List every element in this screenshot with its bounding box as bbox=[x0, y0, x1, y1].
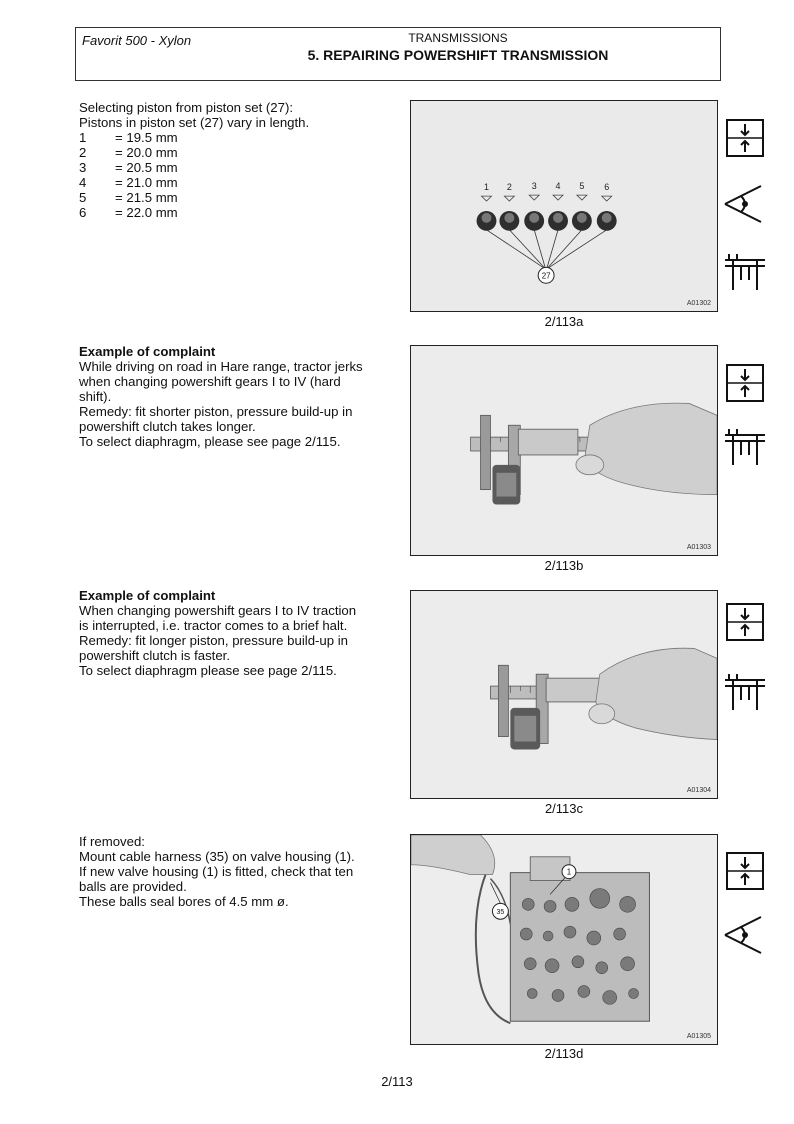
figure-caption: 2/113b bbox=[544, 558, 584, 573]
intro-line-2: Pistons in piston set (27) vary in length. bbox=[79, 115, 310, 130]
caliper-measurement-illustration bbox=[411, 346, 717, 555]
piston-label: 4 bbox=[555, 181, 561, 192]
callout-1: 1 bbox=[566, 867, 572, 877]
caliper-icon bbox=[723, 670, 767, 714]
photo-caliper-short bbox=[410, 345, 718, 556]
callout-35: 35 bbox=[496, 909, 505, 917]
caliper-measurement-illustration bbox=[411, 591, 717, 798]
table-row: 3 = 20.5 mm bbox=[79, 160, 178, 175]
photo-ref: A01302 bbox=[686, 300, 711, 307]
page-title: 5. REPAIRING POWERSHIFT TRANSMISSION bbox=[307, 47, 609, 63]
photo-piston-set bbox=[410, 100, 718, 312]
caliper-icon bbox=[723, 425, 767, 469]
page-number: 2/113 bbox=[381, 1074, 413, 1089]
table-row: 1 = 19.5 mm bbox=[79, 130, 178, 145]
fit-arrows-icon bbox=[723, 361, 767, 405]
complaint-2-text: Example of complaint When changing powershift gears I to IV traction is interrupted, i.e. tractor comes to a brief halt. Remedy: fit longer piston, pressure build-up in powershift clutch is faster. To select diaphragm please see page 2/115. bbox=[79, 588, 389, 678]
cable-harness-text: If removed: Mount cable harness (35) on valve housing (1). If new valve housing (1) is fitted, check that ten balls are provided. These balls seal bores of 4.5 mm ø. bbox=[79, 834, 355, 909]
photo-ref: A01304 bbox=[686, 787, 711, 794]
piston-label: 1 bbox=[484, 182, 489, 193]
piston-label: 6 bbox=[604, 182, 610, 193]
complaint-heading: Example of complaint bbox=[79, 588, 216, 603]
piston-selection-text bbox=[79, 100, 389, 220]
valve-housing-illustration bbox=[411, 835, 717, 1044]
piston-length-table bbox=[79, 130, 178, 220]
intro-line-1: Selecting piston from piston set (27): bbox=[79, 100, 294, 115]
photo-ref: A01303 bbox=[686, 544, 711, 551]
piston-label: 2 bbox=[506, 182, 512, 193]
piston-label: 5 bbox=[579, 181, 585, 192]
piston-set-illustration bbox=[411, 101, 717, 311]
photo-ref: A01305 bbox=[686, 1033, 711, 1040]
caliper-icon bbox=[723, 250, 767, 294]
fit-arrows-icon bbox=[723, 600, 767, 644]
fit-arrows-icon bbox=[723, 116, 767, 160]
table-row: 2 = 20.0 mm bbox=[79, 145, 178, 160]
inspect-eye-icon bbox=[723, 913, 767, 957]
fit-arrows-icon bbox=[723, 849, 767, 893]
model-name: Favorit 500 - Xylon bbox=[82, 33, 192, 48]
inspect-eye-icon bbox=[723, 182, 767, 226]
figure-caption: 2/113a bbox=[544, 314, 584, 329]
photo-caliper-long bbox=[410, 590, 718, 799]
complaint-heading: Example of complaint bbox=[79, 344, 216, 359]
figure-caption: 2/113d bbox=[544, 1046, 584, 1061]
section-category: TRANSMISSIONS bbox=[408, 31, 508, 45]
table-row: 5 = 21.5 mm bbox=[79, 190, 178, 205]
page-header bbox=[75, 27, 721, 81]
piston-label: 3 bbox=[531, 181, 537, 192]
callout-27: 27 bbox=[541, 271, 551, 281]
complaint-1-text: Example of complaint While driving on road in Hare range, tractor jerks when changing powershift gears I to IV (hard shift). Remedy: fit shorter piston, pressure build-up in powershift clutch takes longer. To select diaphragm, please see page 2/115. bbox=[79, 344, 389, 449]
table-row: 6 = 22.0 mm bbox=[79, 205, 178, 220]
figure-caption: 2/113c bbox=[544, 801, 584, 816]
table-row: 4 = 21.0 mm bbox=[79, 175, 178, 190]
photo-valve-housing bbox=[410, 834, 718, 1045]
